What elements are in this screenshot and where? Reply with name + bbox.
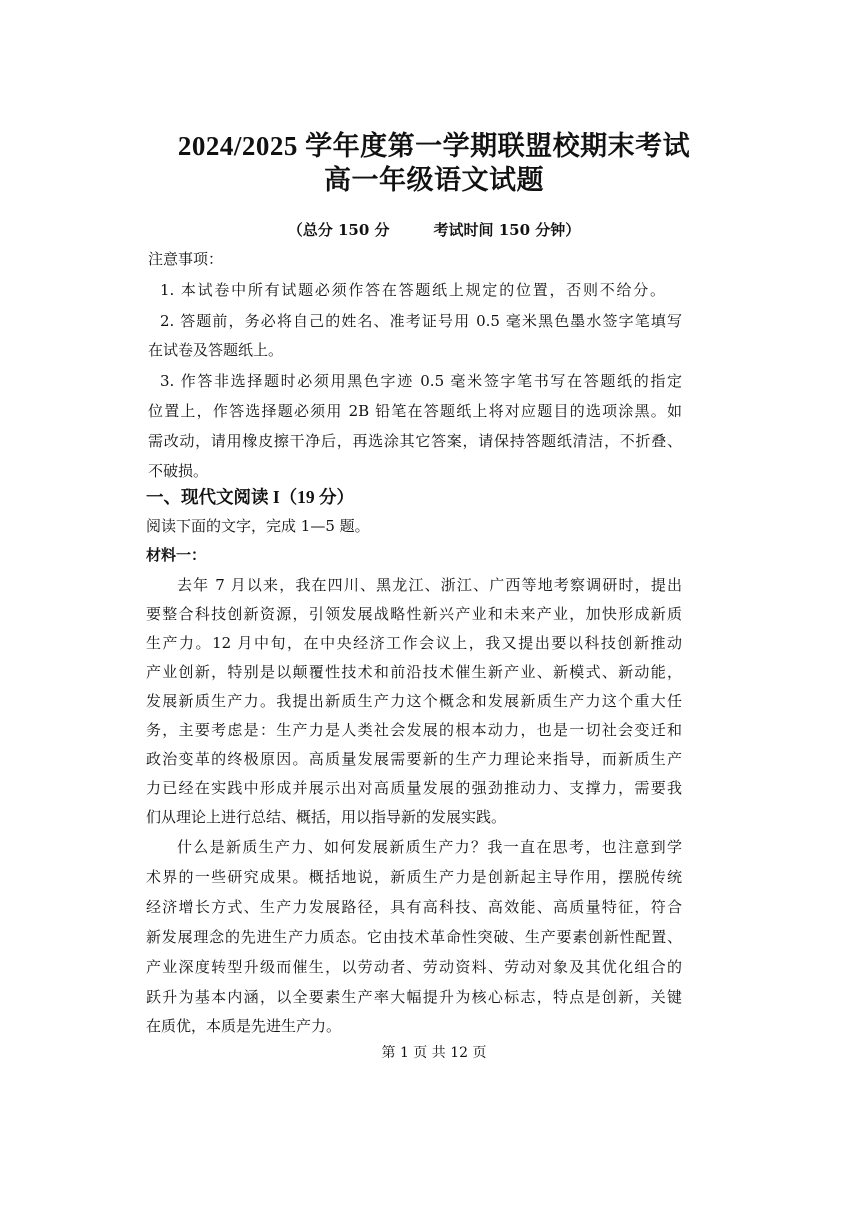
paragraph-line: 术界的一些研究成果。概括地说，新质生产力是创新起主导作用，摆脱传统 <box>146 868 682 886</box>
paragraph-line: 在质优，本质是先进生产力。 <box>146 1017 342 1035</box>
notice-heading: 注意事项： <box>148 250 224 268</box>
paragraph-line: 务，主要考虑是：生产力是人类社会发展的根本动力，也是一切社会变迁和 <box>146 721 682 739</box>
notice-line: 不破损。 <box>148 462 209 480</box>
reading-instruction: 阅读下面的文字，完成 1—5 题。 <box>146 517 370 535</box>
exam-info <box>0 219 868 240</box>
paragraph-line: 政治变革的终极原因。高质量发展需要新的生产力理论来指导，而新质生产 <box>146 750 682 768</box>
paragraph-line: 生产力。12 月中旬，在中央经济工作会议上，我又提出要以科技创新推动 <box>146 634 682 652</box>
total-score: （总分 150 分 <box>287 221 390 239</box>
notice-line: 2. 答题前，务必将自己的姓名、准考证号用 0.5 毫米黑色墨水签字笔填写 <box>160 312 682 330</box>
page-number: 第 1 页 共 12 页 <box>381 1045 487 1061</box>
paragraph-line: 力已经在实践中形成并展示出对高质量发展的强劲推动力、支撑力，需要我 <box>146 779 682 797</box>
paragraph-line: 经济增长方式、生产力发展路径，具有高科技、高效能、高质量特征，符合 <box>146 898 682 916</box>
paragraph-line: 跃升为基本内涵，以全要素生产率大幅提升为核心标志，特点是创新，关键 <box>146 988 682 1006</box>
notice-line: 在试卷及答题纸上。 <box>148 341 284 359</box>
notice-line: 3. 作答非选择题时必须用黑色字迹 0.5 毫米签字笔书写在答题纸的指定 <box>160 372 682 390</box>
paragraph-line: 发展新质生产力。我提出新质生产力这个概念和发展新质生产力这个重大任 <box>146 692 682 710</box>
paragraph-line: 们从理论上进行总结、概括，用以指导新的发展实践。 <box>146 808 507 826</box>
exam-time: 考试时间 150 分钟） <box>433 221 581 239</box>
notice-line: 需改动，请用橡皮擦干净后，再选涂其它答案，请保持答题纸清洁，不折叠、 <box>148 432 682 450</box>
notice-line: 1. 本试卷中所有试题必须作答在答题纸上规定的位置，否则不给分。 <box>160 281 665 299</box>
material-label: 材料一： <box>146 546 207 564</box>
paragraph-line: 去年 7 月以来，我在四川、黑龙江、浙江、广西等地考察调研时，提出 <box>177 576 682 594</box>
paragraph-line: 产业深度转型升级而催生，以劳动者、劳动资料、劳动对象及其优化组合的 <box>146 958 682 976</box>
paragraph-line: 要整合科技创新资源，引领发展战略性新兴产业和未来产业，加快形成新质 <box>146 605 682 623</box>
section-heading: 一、现代文阅读 I（19 分） <box>146 487 355 507</box>
notice-line: 位置上，作答选择题必须用 2B 铅笔在答题纸上将对应题目的选项涂黑。如 <box>148 402 682 420</box>
paragraph-line: 新发展理念的先进生产力质态。它由技术革命性突破、生产要素创新性配置、 <box>146 928 682 946</box>
exam-subtitle: 高一年级语文试题 <box>324 165 544 195</box>
paragraph-line: 产业创新，特别是以颠覆性技术和前沿技术催生新产业、新模式、新动能， <box>146 663 682 681</box>
exam-title: 2024/2025 学年度第一学期联盟校期末考试 <box>177 131 691 161</box>
paragraph-line: 什么是新质生产力、如何发展新质生产力？我一直在思考，也注意到学 <box>177 838 682 856</box>
